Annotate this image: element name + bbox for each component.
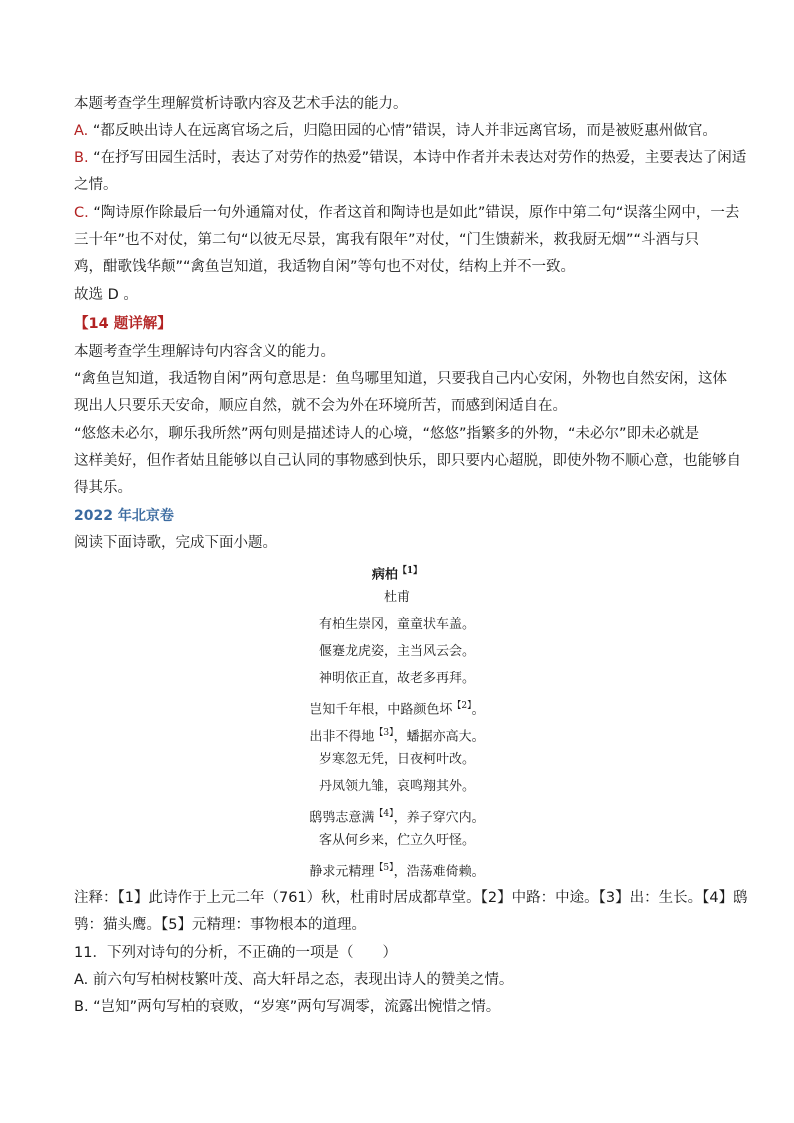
- q14-heading: 【14 题详解】: [74, 316, 172, 332]
- q14-para1-line1: “禽鱼岂知道，我适物自闲”两句意思是：鱼鸟哪里知道，只要我自己内心安闲，外物也自然安闲，这体: [74, 371, 728, 387]
- option-b: [74, 148, 747, 168]
- poem-line: 岂知千年根，中路颜色坏$^{【2】}$。: [309, 701, 485, 718]
- option-b-text: “在抒写田园生活时，表达了对劳作的热爱”错误，本诗中作者并未表达对劳作的热爱，主要表达了闲适: [93, 150, 747, 166]
- q11-option-b-text: “岂知”两句写柏的衰败，“岁寒”两句写凋零，流露出惋惜之情。: [93, 999, 501, 1015]
- poem-line: 丹凤领九雏，哀鸣翔其外。: [318, 779, 475, 794]
- option-c: [74, 203, 740, 223]
- poem-line: 有柏生崇冈，童童状车盖。: [318, 617, 475, 632]
- q14-para1-line2: 现出人只要乐天安命，顺应自然，就不会为外在环境所苦，而感到闲适自在。: [74, 398, 567, 414]
- option-a-label: A.: [74, 123, 89, 139]
- poem-note-ref: 【2】: [452, 701, 472, 711]
- option-c-text: “陶诗原作除最后一句外通篇对仗，作者这首和陶诗也是如此”错误，原作中第二句“误落尘网中，一去: [93, 205, 740, 221]
- poem-line: 岁寒忽无凭，日夜柯叶改。: [318, 752, 475, 767]
- option-c-label: C.: [74, 205, 89, 221]
- option-c-cont-2: 鸡，酣歌饯华颠”“禽鱼岂知道，我适物自闲”等句也不对仗，结构上并不一致。: [74, 259, 576, 275]
- q11-option-b-label: B.: [74, 999, 89, 1015]
- q14-para2-line1: “悠悠未必尔，聊乐我所然”两句则是描述诗人的心境，“悠悠”指繁多的外物，“未必尔”即未必就是: [74, 426, 700, 442]
- exam-year-label: 2022 年北京卷: [74, 508, 174, 524]
- option-b-label: B.: [74, 150, 89, 166]
- q11-option-b: [74, 997, 720, 1017]
- poem-title-note: 【1】: [397, 566, 423, 576]
- poem-note-ref: 【3】: [374, 728, 394, 738]
- poem-line: 鸱鸮志意满$^{【4】}$，养子穿穴内。: [309, 809, 485, 826]
- poem-note-ref: 【4】: [374, 809, 394, 819]
- q11-option-a: [74, 970, 720, 990]
- poem-line: 出非不得地$^{【3】}$，蟠据亦高大。: [309, 728, 485, 745]
- option-c-cont-1: 三十年”也不对仗，第二句“以彼无尽景，寓我有限年”对仗，“门生馈薪米，救我厨无烟”“斗酒与只: [74, 232, 700, 248]
- poem-line: 神明依正直，故老多再拜。: [318, 671, 475, 686]
- poem-line: 静求元精理$^{【5】}$，浩荡难倚赖。: [309, 863, 485, 880]
- intro-text: 本题考查学生理解赏析诗歌内容及艺术手法的能力。: [74, 96, 408, 112]
- poem-title: 病柏$^{【1】}$: [371, 566, 423, 583]
- option-a: [74, 121, 720, 141]
- option-b-cont: 之情。: [74, 177, 118, 193]
- q11-option-a-text: 前六句写柏树枝繁叶茂、高大轩昂之态，表现出诗人的赞美之情。: [92, 972, 514, 988]
- answer-line: 故选 D 。: [74, 287, 138, 303]
- q14-para2-line2: 这样美好，但作者姑且能够以自己认同的事物感到快乐，即只要内心超脱，即使外物不顺心意，也能够自: [74, 453, 741, 469]
- notes-line-1: 注释：【1】此诗作于上元二年（761）秋，杜甫时居成都草堂。【2】中路：中途。【3】出：生长。【4】鸱: [74, 890, 748, 906]
- notes-line-2: 鸮：猫头鹰。【5】元精理：事物根本的道理。: [74, 917, 366, 933]
- poem-line: 偃蹇龙虎姿，主当风云会。: [318, 644, 475, 659]
- question-11: 11．下列对诗句的分析，不正确的一项是（ ）: [74, 945, 397, 961]
- reading-prompt: 阅读下面诗歌，完成下面小题。: [74, 535, 277, 551]
- poem-line: 客从何乡来，伫立久吁怪。: [318, 833, 475, 848]
- poem-author: 杜甫: [383, 590, 410, 605]
- poem-note-ref: 【5】: [374, 863, 394, 873]
- option-a-text: “都反映出诗人在远离官场之后，归隐田园的心情”错误，诗人并非远离官场，而是被贬惠州做官。: [92, 123, 717, 139]
- q11-option-a-label: A.: [74, 972, 89, 988]
- q14-intro: 本题考查学生理解诗句内容含义的能力。: [74, 344, 335, 360]
- q14-para2-line3: 得其乐。: [74, 480, 132, 496]
